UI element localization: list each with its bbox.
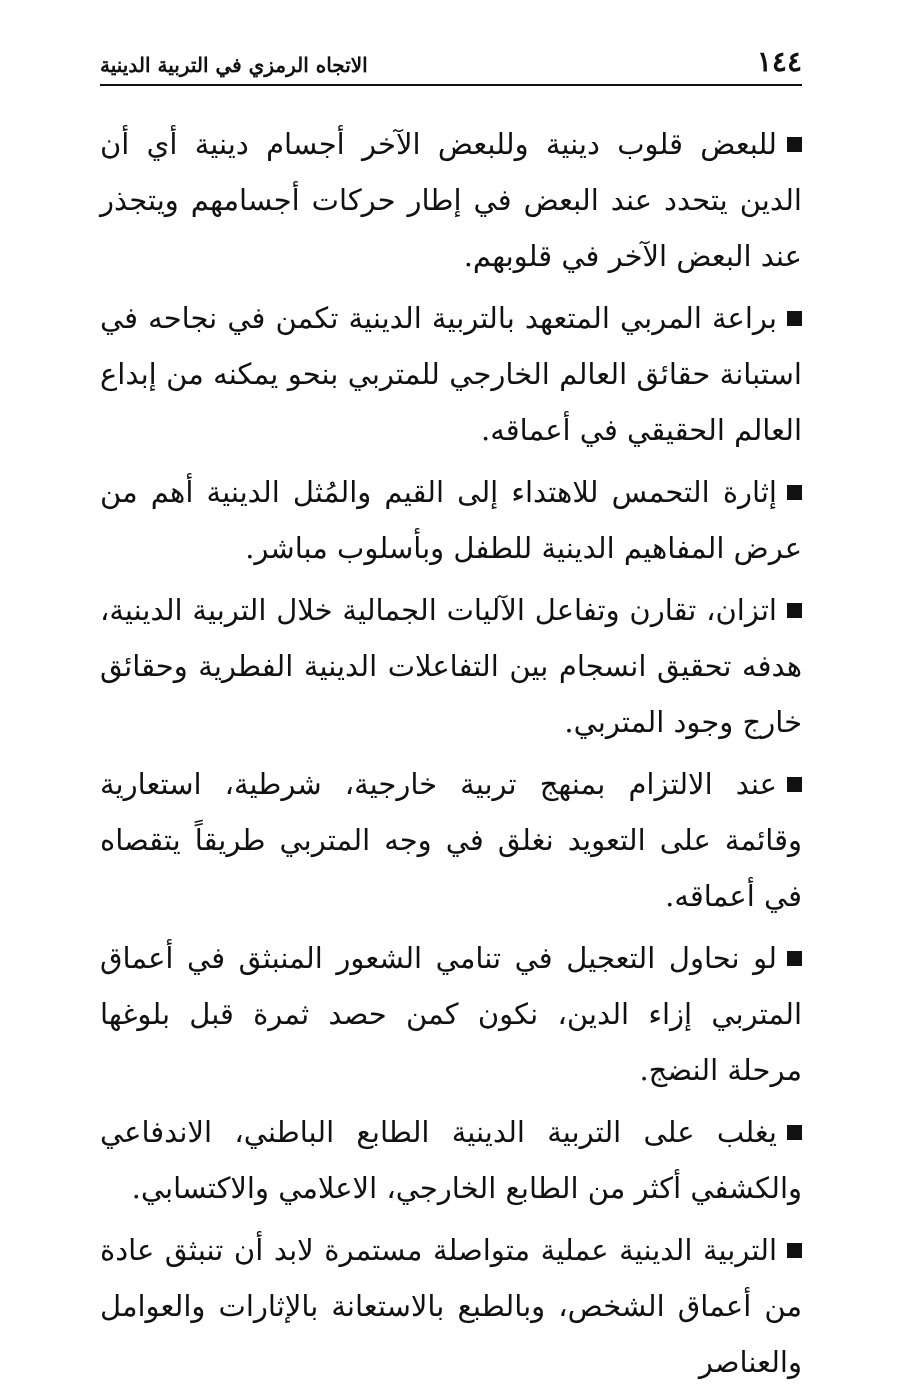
paragraph — [100, 582, 802, 750]
paragraph-text: إثارة التحمس للاهتداء إلى القيم والمُثل الدينية أهم من عرض المفاهيم الدينية للطفل وبأسلوب مباشر. — [100, 475, 802, 565]
paragraph — [100, 1104, 802, 1216]
square-bullet-icon — [787, 311, 802, 326]
square-bullet-icon — [787, 951, 802, 966]
square-bullet-icon — [787, 603, 802, 618]
square-bullet-icon — [787, 1243, 802, 1258]
paragraph-text: لو نحاول التعجيل في تنامي الشعور المنبثق في أعماق المتربي إزاء الدين، نكون كمن حصد ثمرة قبل بلوغها مرحلة النضج. — [100, 941, 802, 1087]
paragraph — [100, 116, 802, 284]
paragraph — [100, 756, 802, 924]
square-bullet-icon — [787, 485, 802, 500]
paragraph — [100, 464, 802, 576]
paragraph-text: للبعض قلوب دينية وللبعض الآخر أجسام دينية أي أن الدين يتحدد عند البعض في إطار حركات أجسامهم ويتجذر عند البعض الآخر في قلوبهم. — [100, 127, 802, 273]
header-rule — [100, 84, 802, 86]
paragraph-text: التربية الدينية عملية متواصلة مستمرة لابد أن تنبثق عادة من أعماق الشخص، وبالطبع بالاستعانة بالإثارات والعوامل والعناصر — [100, 1233, 802, 1379]
running-title: الاتجاه الرمزي في التربية الدينية — [100, 53, 368, 77]
running-head — [100, 38, 802, 80]
paragraph — [100, 1222, 802, 1390]
square-bullet-icon — [787, 777, 802, 792]
paragraph-text: براعة المربي المتعهد بالتربية الدينية تكمن في نجاحه في استبانة حقائق العالم الخارجي للمتربي بنحو يمكنه من إبداع العالم الحقيقي في أعماقه. — [100, 301, 802, 447]
paragraph — [100, 930, 802, 1098]
paragraph-text: عند الالتزام بمنهج تربية خارجية، شرطية، استعارية وقائمة على التعويد نغلق في وجه المتربي طريقاً يتقصاه في أعماقه. — [100, 767, 802, 913]
square-bullet-icon — [787, 1125, 802, 1140]
page-number: ١٤٤ — [756, 45, 802, 78]
paragraph-text: اتزان، تقارن وتفاعل الآليات الجمالية خلال التربية الدينية، هدفه تحقيق انسجام بين التفاعلات الدينية الفطرية وحقائق خارج وجود المتربي. — [100, 593, 802, 739]
paragraph — [100, 290, 802, 458]
square-bullet-icon — [787, 137, 802, 152]
page-body — [100, 116, 802, 1396]
paragraph-text: يغلب على التربية الدينية الطابع الباطني، الاندفاعي والكشفي أكثر من الطابع الخارجي، الاعلامي والاكتسابي. — [100, 1115, 802, 1205]
